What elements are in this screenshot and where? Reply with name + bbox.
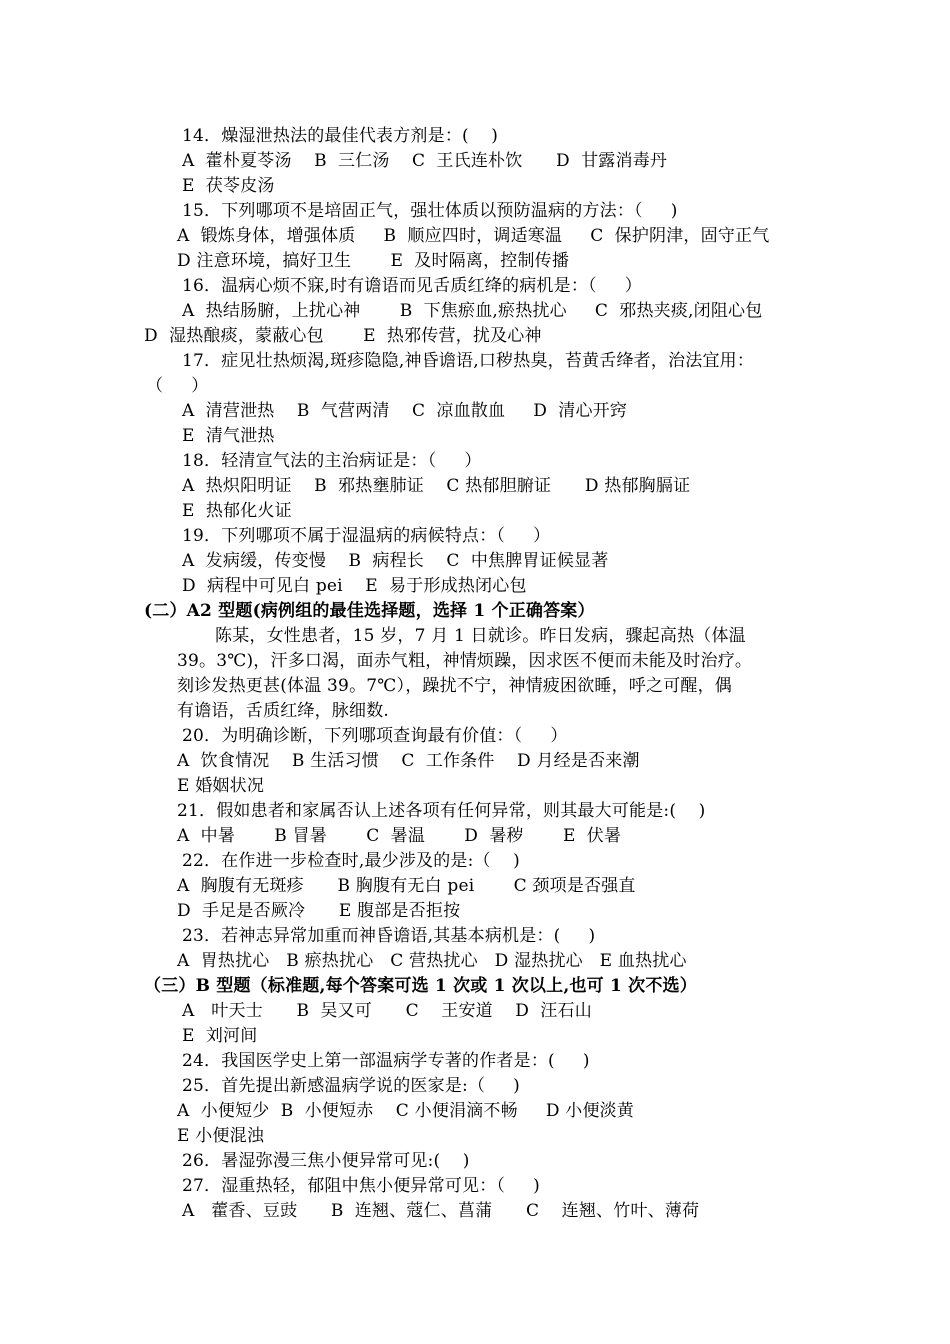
b-group-1-option-e: E 刘河间 [182, 1026, 258, 1046]
question-21: 21．假如患者和家属否认上述各项有任何异常，则其最大可能是:( ) [177, 801, 706, 821]
question-17-option-e: E 清气泄热 [182, 426, 275, 446]
section-heading-b: （三）B 型题（标准题,每个答案可选 1 次或 1 次以上,也可 1 次不选） [144, 976, 697, 996]
question-20-option-e: E 婚姻状况 [177, 776, 265, 796]
question-15: 15．下列哪项不是培固正气，强壮体质以预防温病的方法：（ ) [182, 201, 678, 221]
section-heading-a2: (二）A2 型题(病例组的最佳选择题，选择 1 个正确答案） [144, 601, 595, 621]
question-24: 24．我国医学史上第一部温病学专著的作者是：( ) [182, 1051, 590, 1071]
b-group-1-options: A 叶天士 B 吴又可 C 王安道 D 汪石山 [182, 1001, 592, 1021]
question-26: 26．暑湿弥漫三焦小便异常可见:( ) [182, 1151, 470, 1171]
question-22-options: A 胸腹有无斑疹 B 胸腹有无白 pei C 颈项是否强直 [177, 876, 636, 896]
question-23: 23．若神志异常加重而神昏谵语,其基本病机是：( ) [182, 926, 596, 946]
question-20: 20．为明确诊断，下列哪项查询最有价值：（ ） [182, 726, 568, 746]
case-text-2: 39。3℃)，汗多口渴，面赤气粗，神情烦躁，因求医不便而未能及时治疗。 [177, 651, 753, 671]
question-15-options-de: D 注意环境，搞好卫生 E 及时隔离，控制传播 [177, 251, 570, 271]
question-14-option-e: E 茯苓皮汤 [182, 176, 275, 196]
question-17: 17．症见壮热烦渴,斑疹隐隐,神昏谵语,口秽热臭，苔黄舌绛者，治法宜用： [182, 351, 755, 371]
question-17-options: A 清营泄热 B 气营两清 C 凉血散血 D 清心开窍 [182, 401, 628, 421]
question-19-options-de: D 病程中可见白 pei E 易于形成热闭心包 [182, 576, 527, 596]
question-15-options: A 锻炼身体，增强体质 B 顺应四时，调适寒温 C 保护阴津，固守正气 [177, 226, 770, 246]
b-group-2-option-e: E 小便混浊 [177, 1126, 265, 1146]
b-group-2-options: A 小便短少 B 小便短赤 C 小便涓滴不畅 D 小便淡黄 [177, 1101, 635, 1121]
question-16: 16．温病心烦不寐,时有谵语而见舌质红绛的病机是：（ ） [182, 276, 642, 296]
question-18-option-e: E 热郁化火证 [182, 501, 292, 521]
question-19: 19．下列哪项不属于湿温病的病候特点：（ ） [182, 526, 551, 546]
question-22-options-de: D 手足是否厥冷 E 腹部是否拒按 [177, 901, 461, 921]
b-group-3-options: A 藿香、豆豉 B 连翘、蔻仁、菖蒲 C 连翘、竹叶、薄荷 [182, 1201, 700, 1221]
question-27: 27．湿重热轻，郁阻中焦小便异常可见：（ ) [182, 1176, 540, 1196]
question-14-options: A 藿朴夏苓汤 B 三仁汤 C 王氏连朴饮 D 甘露消毒丹 [182, 151, 668, 171]
question-16-options: A 热结肠腑，上扰心神 B 下焦瘀血,瘀热扰心 C 邪热夹痰,闭阻心包 [182, 301, 763, 321]
case-text-3: 刻诊发热更甚(体温 39。7℃），躁扰不宁，神情疲困欲睡，呼之可醒，偶 [177, 676, 732, 696]
question-18: 18．轻清宣气法的主治病证是：（ ） [182, 451, 482, 471]
question-25: 25．首先提出新感温病学说的医家是:（ ) [182, 1076, 521, 1096]
question-22: 22．在作进一步检查时,最少涉及的是:（ ) [182, 851, 521, 871]
question-23-options: A 胃热扰心 B 瘀热扰心 C 营热扰心 D 湿热扰心 E 血热扰心 [177, 951, 687, 971]
case-text-1: 陈某，女性患者，15 岁，7 月 1 日就诊。昨日发病，骤起高热（体温 [215, 626, 746, 646]
question-14: 14．燥湿泄热法的最佳代表方剂是：( ) [182, 126, 499, 146]
question-17-blank: （ ） [146, 376, 209, 396]
question-18-options: A 热炽阳明证 B 邪热壅肺证 C 热郁胆腑证 D 热郁胸膈证 [182, 476, 691, 496]
question-20-options: A 饮食情况 B 生活习惯 C 工作条件 D 月经是否来潮 [177, 751, 640, 771]
case-text-4: 有谵语，舌质红绛，脉细数. [177, 701, 390, 721]
question-21-options: A 中暑 B 冒暑 C 暑温 D 暑秽 E 伏暑 [177, 826, 622, 846]
question-19-options: A 发病缓，传变慢 B 病程长 C 中焦脾胃证候显著 [182, 551, 609, 571]
question-16-options-de: D 湿热酿痰，蒙蔽心包 E 热邪传营，扰及心神 [144, 326, 542, 346]
